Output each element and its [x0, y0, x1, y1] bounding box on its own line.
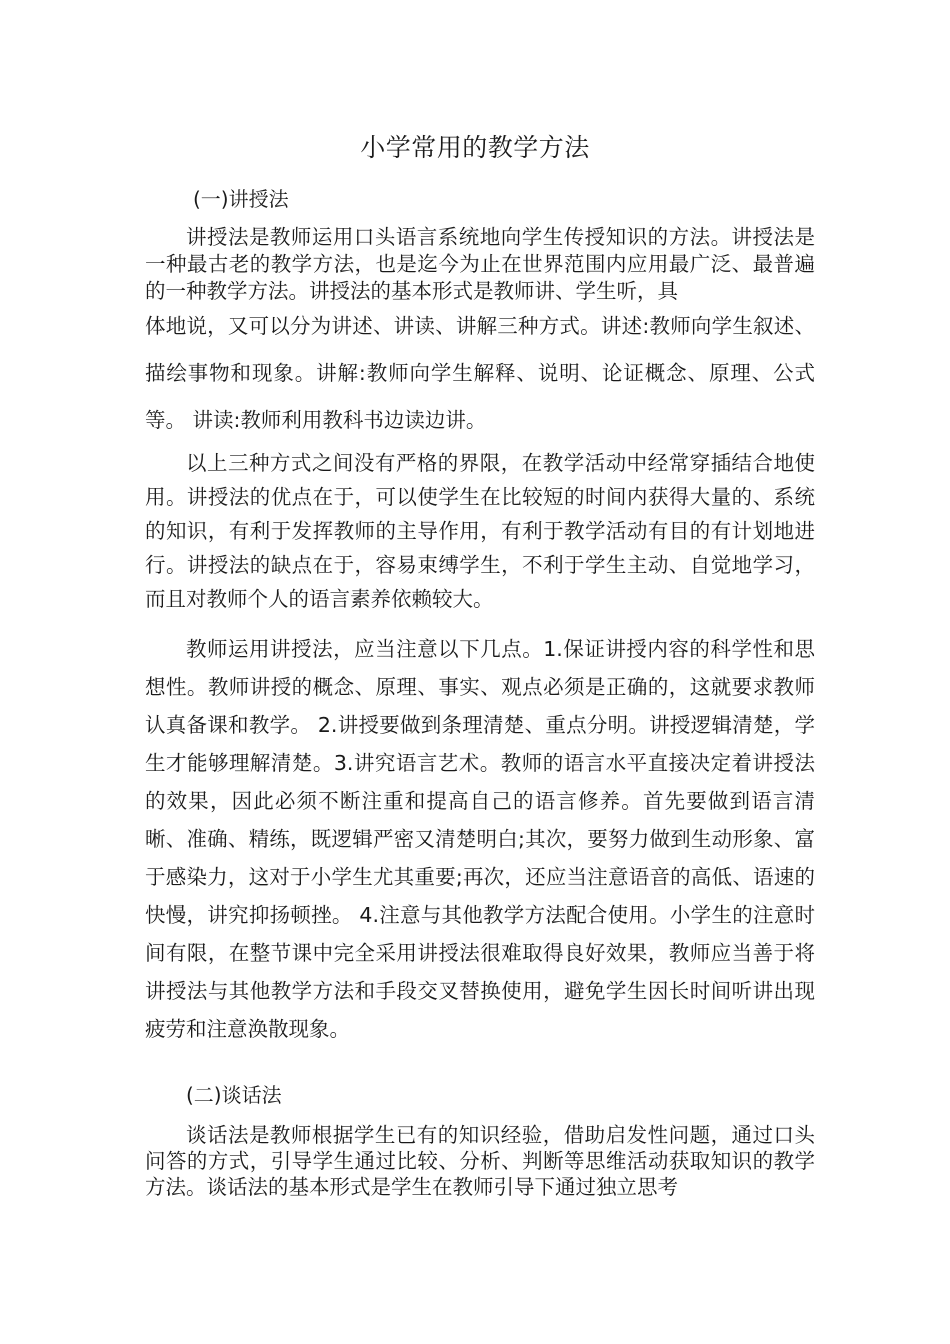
- paragraph-lecture-guidelines: 教师运用讲授法，应当注意以下几点。1.保证讲授内容的科学性和思想性。教师讲授的概念、原理、事实、观点必须是正确的，这就要求教师认真备课和教学。 2.讲授要做到条理清楚、重点分明。讲授逻辑清楚，学生才能够理解清楚。3.讲究语言艺术。教师的语言水平直接决定着讲授法的效果，因此必须不断注重和提高自己的语言修养。首先要做到语言清晰、准确、精练，既逻辑严密又清楚明白;其次，要努力做到生动形象、富于感染力，这对于小学生尤其重要;再次，还应当注意语音的高低、语速的快慢，讲究抑扬顿挫。 4.注意与其他教学方法配合使用。小学生的注意时间有限，在整节课中完全采用讲授法很难取得良好效果，教师应当善于将讲授法与其他教学方法和手段交叉替换使用，避免学生因长时间听讲出现疲劳和注意涣散现象。: [145, 637, 815, 1041]
- document-title: 小学常用的教学方法: [360, 133, 590, 162]
- paragraph-lecture-pros-cons: 以上三种方式之间没有严格的界限，在教学活动中经常穿插结合地使用。讲授法的优点在于，可以使学生在比较短的时间内获得大量的、系统的知识，有利于发挥教师的主导作用，有利于教学活动有目的有计划地进行。讲授法的缺点在于，容易束缚学生，不利于学生主动、自觉地学习，而且对教师个人的语言素养依赖较大。: [145, 451, 815, 611]
- paragraph-lecture-definition: 讲授法是教师运用口头语言系统地向学生传授知识的方法。讲授法是一种最古老的教学方法，也是迄今为止在世界范围内应用最广泛、最普遍的一种教学方法。讲授法的基本形式是教师讲、学生听，具: [145, 225, 815, 303]
- section-heading-conversation: (二)谈话法: [186, 1083, 282, 1107]
- paragraph-conversation-definition: 谈话法是教师根据学生已有的知识经验，借助启发性问题，通过口头问答的方式，引导学生通过比较、分析、判断等思维活动获取知识的教学方法。谈话法的基本形式是学生在教师引导下通过独立思考: [145, 1123, 815, 1199]
- section-heading-lecture: (一)讲授法: [193, 187, 289, 211]
- paragraph-lecture-forms: 体地说，又可以分为讲述、讲读、讲解三种方式。讲述:教师向学生叙述、描绘事物和现象。讲解:教师向学生解释、说明、论证概念、原理、公式等。 讲读:教师利用教科书边读边讲。: [145, 314, 815, 432]
